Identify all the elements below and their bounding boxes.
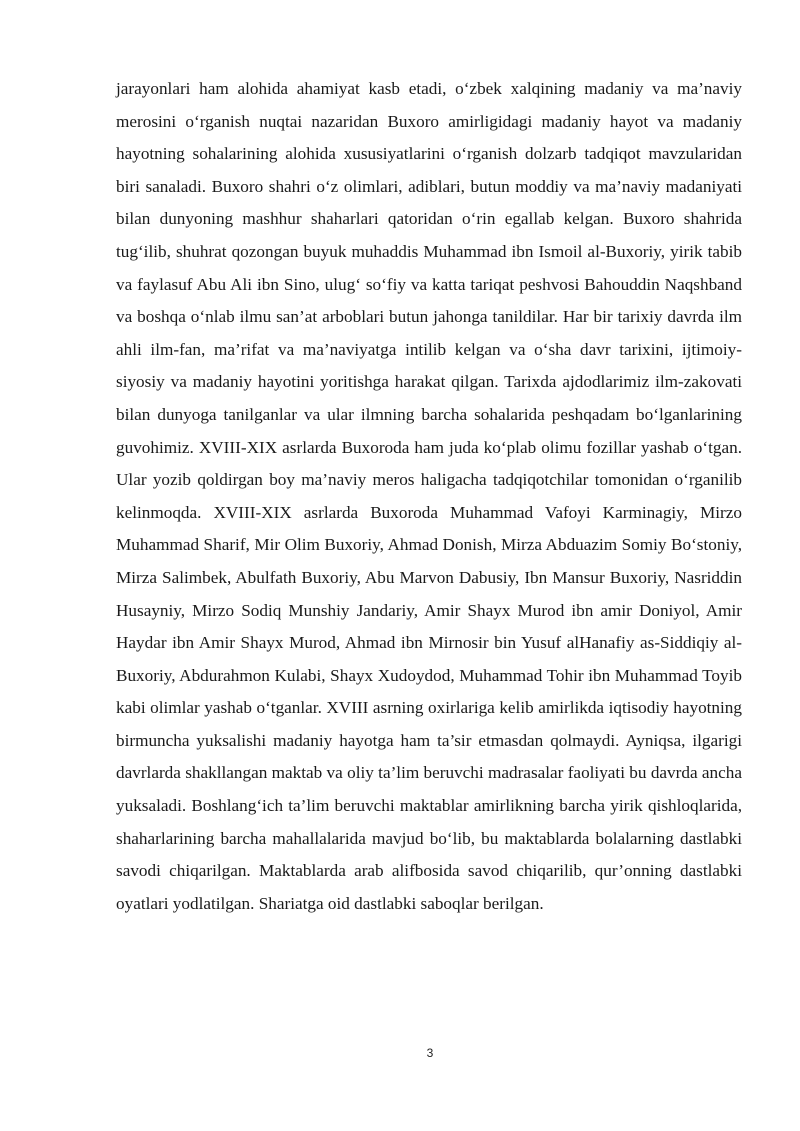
body-paragraph: jarayonlari ham alohida ahamiyat kasb etadi, o‘zbek xalqining madaniy va ma’naviy merosini o‘rganish nuqtai nazaridan Buxoro amirligidagi madaniy hayot va madaniy hayotning sohalarining alohida xususiyatlarini o‘rganish dolzarb tadqiqot mavzularidan biri sanaladi. Buxoro shahri o‘z olimlari, adiblari, butun moddiy va ma’naviy madaniyati bilan dunyoning mashhur shaharlari qatoridan o‘rin egallab kelgan. Buxoro shahrida tug‘ilib, shuhrat qozongan buyuk muhaddis Muhammad ibn Ismoil al-Buxoriy, yirik tabib va faylasuf Abu Ali ibn Sino, ulug‘ so‘fiy va katta tariqat peshvosi Bahouddin Naqshband va boshqa o‘nlab ilmu san’at arboblari butun jahonga tanildilar. Har bir tarixiy davrda ilm ahli ilm-fan, ma’rifat va ma’naviyatga intilib kelgan va o‘sha davr tarixini, ijtimoiy-siyosiy va madaniy hayotini yoritishga harakat qilgan. Tarixda ajdodlarimiz ilm-zakovati bilan dunyoga tanilganlar va ular ilmning barcha sohalarida peshqadam bo‘lganlarining guvohimiz. XVIII-XIX asrlarda Buxoroda ham juda ko‘plab olimu fozillar yashab o‘tgan. Ular yozib qoldirgan boy ma’naviy meros haligacha tadqiqotchilar tomonidan o‘rganilib kelinmoqda. XVIII-XIX asrlarda Buxoroda Muhammad Vafoyi Karminagiy, Mirzo Muhammad Sharif, Mir Olim Buxoriy, Ahmad Donish, Mirza Abduazim Somiy Bo‘stoniy, Mirza Salimbek, Abulfath Buxoriy, Abu Marvon Dabusiy, Ibn Mansur Buxoriy, Nasriddin Husayniy, Mirzo Sodiq Munshiy Jandariy, Amir Shayx Murod ibn amir Doniyol, Amir Haydar ibn Amir Shayx Murod, Ahmad ibn Mirnosir bin Yusuf alHanafiy as-Siddiqiy al-Buxoriy, Abdurahmon Kulabi, Shayx Xudoydod, Muhammad Tohir ibn Muhammad Toyib kabi olimlar yashab o‘tganlar. XVIII asrning oxirlariga kelib amirlikda iqtisodiy hayotning birmuncha yuksalishi madaniy hayotga ham ta’sir etmasdan qolmaydi. Ayniqsa, ilgarigi davrlarda shakllangan maktab va oliy ta’lim beruvchi madrasalar faoliyati bu davrda ancha yuksaladi. Boshlang‘ich ta’lim beruvchi maktablar amirlikning barcha yirik qishloqlarida, shaharlarining barcha mahallalarida mavjud bo‘lib, bu maktablarda bolalarning dastlabki savodi chiqarilgan. Maktablarda arab alifbosida savod chiqarilib, qur’onning dastlabki oyatlari yodlatilgan. Shariatga oid dastlabki saboqlar berilgan. [116,79,742,913]
page-number: 3 [426,1046,434,1060]
